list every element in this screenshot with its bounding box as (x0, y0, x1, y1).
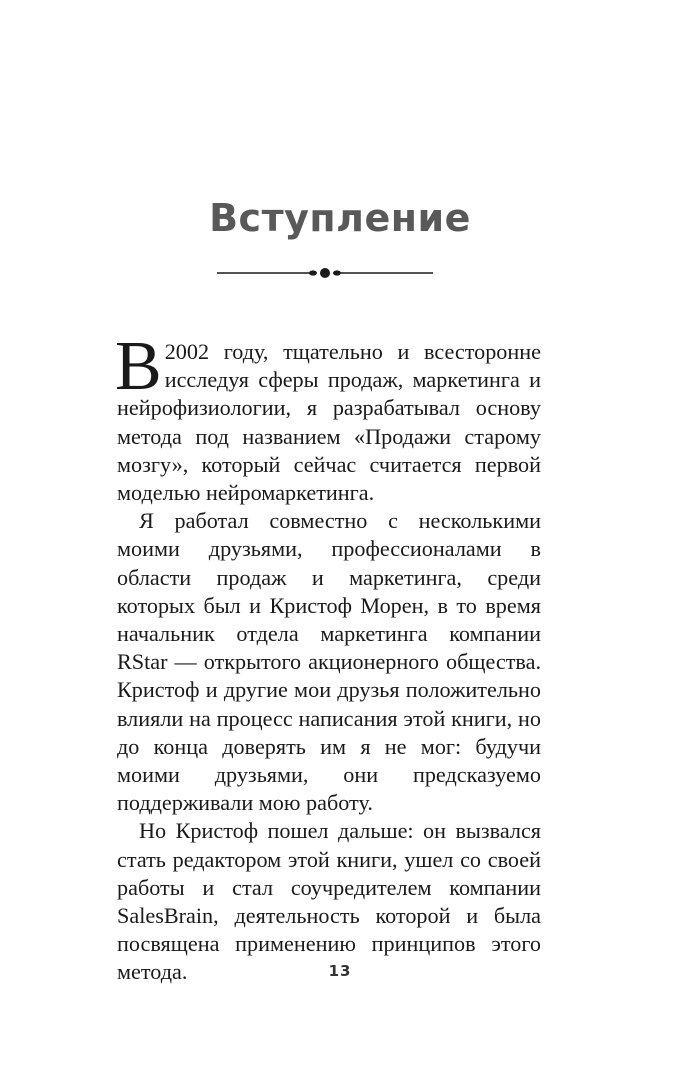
drop-cap: В (115, 328, 162, 405)
paragraph-1 (115, 328, 541, 507)
chapter-body (115, 328, 541, 987)
paragraph-2: Я работал совместно с несколькими моими друзьями, профессионалами в области продаж и маркетинга, среди которых был и Кристоф Морен, в то время начальник отдела маркетинга компании RStar — открытого акционерного общества. Кристоф и другие мои друзья положительно влияли на процесс написания этой книги, но до конца доверять им я не мог: будучи моими друзьями, они предсказуемо поддерживали мою работу. (117, 508, 541, 816)
paragraph-3: Но Кристоф пошел дальше: он вызвался стать редактором этой книги, ушел со своей работы и стал соучредителем компании SalesBrain, деятельность которой и была посвящена применению принципов этого метода. (117, 818, 541, 985)
divider-ornament-icon (215, 262, 435, 284)
chapter-title: Вступление (209, 196, 471, 240)
page-number: 13 (328, 962, 352, 980)
paragraph-1-text: 2002 году, тщательно и всесторонне исследуя сферы продаж, маркетинга и нейрофизиологии, я разрабатывал основу метода под названием «Продажи старому мозгу», который сейчас считается первой моделью нейромаркетинга. (117, 339, 541, 506)
